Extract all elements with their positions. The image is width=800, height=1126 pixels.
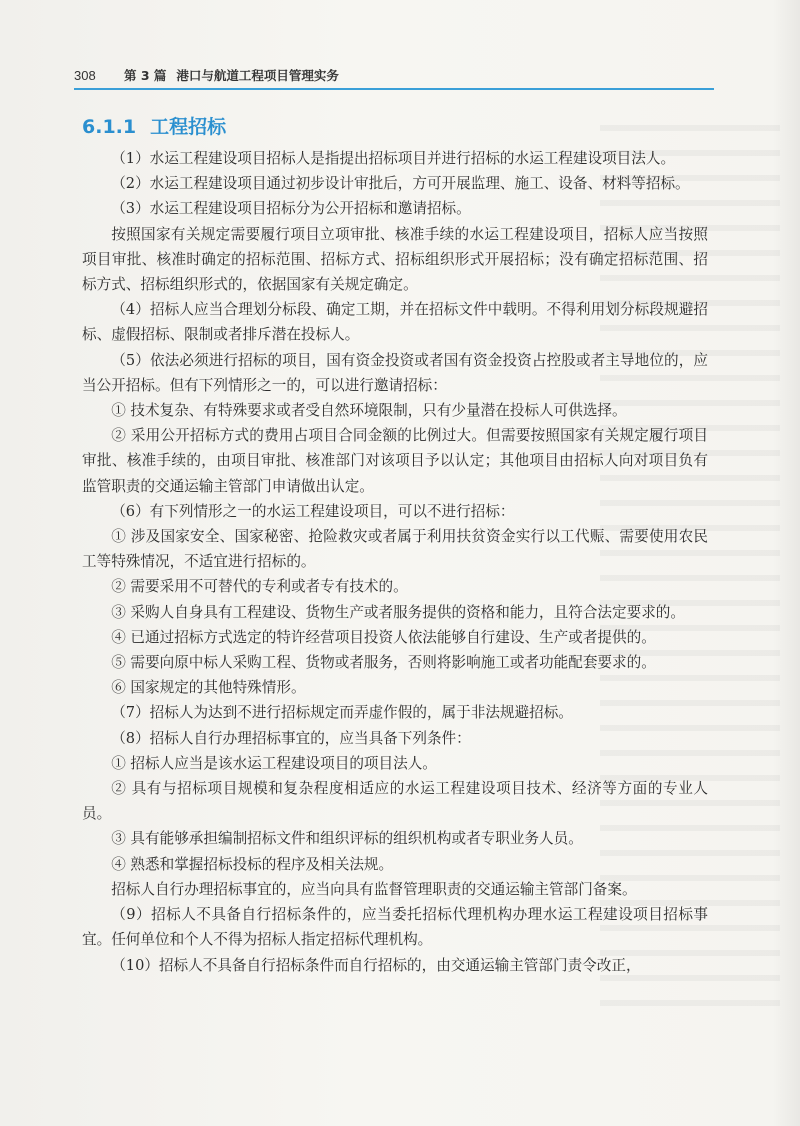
paragraph: ① 涉及国家安全、国家秘密、抢险救灾或者属于利用扶贫资金实行以工代赈、需要使用农民工等特殊情况，不适宜进行招标的。 (82, 528, 708, 571)
paragraph: ① 招标人应当是该水运工程建设项目的项目法人。 (111, 754, 437, 772)
body-text (82, 146, 708, 978)
paragraph: 按照国家有关规定需要履行项目立项审批、核准手续的水运工程建设项目，招标人应当按照项目审批、核准时确定的招标范围、招标方式、招标组织形式开展招标；没有确定招标范围、招标方式、招标组织形式的，依据国家有关规定确定。 (82, 225, 708, 294)
page-number: 308 (74, 67, 96, 83)
page-edge-shadow (772, 0, 800, 1126)
header-rule (74, 88, 714, 90)
paragraph: ③ 采购人自身具有工程建设、货物生产或者服务提供的资格和能力，且符合法定要求的。 (111, 603, 685, 621)
paragraph: （2）水运工程建设项目通过初步设计审批后，方可开展监理、施工、设备、材料等招标。 (111, 175, 690, 193)
paragraph: 招标人自行办理招标事宜的，应当向具有监督管理职责的交通运输主管部门备案。 (111, 880, 637, 898)
paragraph: ⑤ 需要向原中标人采购工程、货物或者服务，否则将影响施工或者功能配套要求的。 (111, 654, 656, 672)
paragraph: ② 具有与招标项目规模和复杂程度相适应的水运工程建设项目技术、经济等方面的专业人员。 (82, 780, 708, 823)
paragraph: （4）招标人应当合理划分标段、确定工期，并在招标文件中载明。不得利用划分标段规避招标、虚假招标、限制或者排斥潜在投标人。 (82, 301, 708, 344)
paragraph: ② 采用公开招标方式的费用占项目合同金额的比例过大。但需要按照国家有关规定履行项目审批、核准手续的，由项目审批、核准部门对该项目予以认定；其他项目由招标人向对项目负有监管职责的交通运输主管部门申请做出认定。 (82, 427, 708, 495)
part-label: 第 3 篇 (124, 68, 167, 83)
paragraph: （3）水运工程建设项目招标分为公开招标和邀请招标。 (111, 200, 471, 218)
paragraph: （6）有下列情形之一的水运工程建设项目，可以不进行招标： (111, 502, 515, 520)
section-title: 工程招标 (150, 116, 227, 138)
paragraph: （9）招标人不具备自行招标条件的，应当委托招标代理机构办理水运工程建设项目招标事宜。任何单位和个人不得为招标人指定招标代理机构。 (82, 906, 708, 949)
paragraph: ⑥ 国家规定的其他特殊情形。 (111, 679, 306, 697)
paragraph: （10）招标人不具备自行招标条件而自行招标的，由交通运输主管部门责令改正， (111, 956, 641, 974)
paragraph: ④ 熟悉和掌握招标投标的程序及相关法规。 (111, 855, 394, 873)
running-header (74, 62, 714, 88)
paragraph: ② 需要采用不可替代的专利或者专有技术的。 (111, 578, 408, 596)
paragraph: （1）水运工程建设项目招标人是指提出招标项目并进行招标的水运工程建设项目法人。 (111, 150, 676, 167)
section-heading (82, 112, 226, 139)
paragraph: ③ 具有能够承担编制招标文件和组织评标的组织机构或者专职业务人员。 (111, 830, 583, 848)
paragraph: ④ 已通过招标方式选定的特许经营项目投资人依法能够自行建设、生产或者提供的。 (111, 628, 656, 646)
paragraph: （7）招标人为达到不进行招标规定而弄虚作假的，属于非法规避招标。 (111, 704, 573, 722)
paragraph: （5）依法必须进行招标的项目，国有资金投资或者国有资金投资占控股或者主导地位的，应当公开招标。但有下列情形之一的，可以进行邀请招标： (82, 351, 708, 394)
part-title: 港口与航道工程项目管理实务 (176, 68, 339, 83)
paragraph: ① 技术复杂、有特殊要求或者受自然环境限制，只有少量潜在投标人可供选择。 (111, 402, 627, 420)
paragraph: （8）招标人自行办理招标事宜的，应当具备下列条件： (111, 729, 471, 747)
section-number: 6.1.1 (82, 116, 137, 138)
